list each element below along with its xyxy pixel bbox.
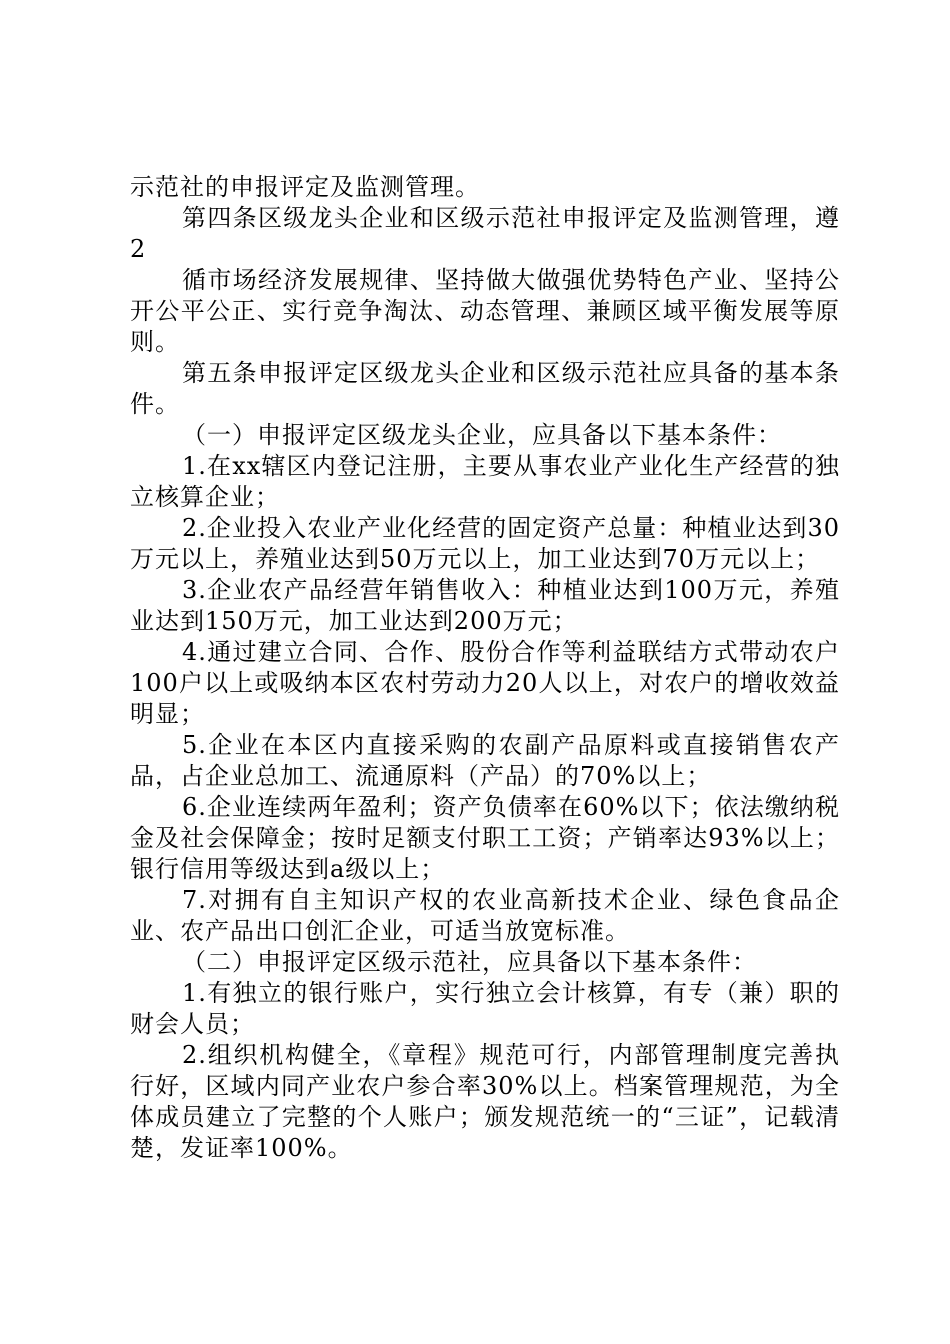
- list-item: 6.企业连续两年盈利；资产负债率在60%以下；依法缴纳税金及社会保障金；按时足额支付职工工资；产销率达93%以上；银行信用等级达到a级以上；: [130, 793, 840, 883]
- section-heading-cooperative: （二）申报评定区级示范社，应具备以下基本条件：: [182, 948, 757, 976]
- paragraph: 示范社的申报评定及监测管理。: [130, 173, 480, 201]
- section-heading-enterprise: （一）申报评定区级龙头企业，应具备以下基本条件：: [182, 421, 782, 449]
- list-item: 1.有独立的银行账户，实行独立会计核算，有专（兼）职的财会人员；: [130, 979, 840, 1038]
- document-body: [130, 172, 840, 1164]
- list-item: 2.企业投入农业产业化经营的固定资产总量：种植业达到30万元以上，养殖业达到50万元以上，加工业达到70万元以上；: [130, 514, 840, 573]
- list-item: 4.通过建立合同、合作、股份合作等利益联结方式带动农户100户以上或吸纳本区农村劳动力20人以上，对农户的增收效益明显；: [130, 638, 840, 728]
- list-item: 3.企业农产品经营年销售收入：种植业达到100万元，养殖业达到150万元，加工业达到200万元；: [130, 576, 840, 635]
- paragraph: 循市场经济发展规律、坚持做大做强优势特色产业、坚持公开公平公正、实行竞争淘汰、动态管理、兼顾区域平衡发展等原则。: [130, 266, 840, 356]
- paragraph-article-5: 第五条申报评定区级龙头企业和区级示范社应具备的基本条件。: [130, 359, 840, 418]
- list-item: 2.组织机构健全，《章程》规范可行，内部管理制度完善执行好，区域内同产业农户参合率30%以上。档案管理规范，为全体成员建立了完整的个人账户；颁发规范统一的“三证”，记载清楚，发证率100%。: [130, 1041, 840, 1162]
- list-item: 5.企业在本区内直接采购的农副产品原料或直接销售农产品，占企业总加工、流通原料（产品）的70%以上；: [130, 731, 840, 790]
- list-item: 7.对拥有自主知识产权的农业高新技术企业、绿色食品企业、农产品出口创汇企业，可适当放宽标准。: [130, 886, 840, 945]
- list-item: 1.在xx辖区内登记注册，主要从事农业产业化生产经营的独立核算企业；: [130, 452, 840, 511]
- paragraph-article-4: 第四条区级龙头企业和区级示范社申报评定及监测管理，遵2: [130, 204, 840, 263]
